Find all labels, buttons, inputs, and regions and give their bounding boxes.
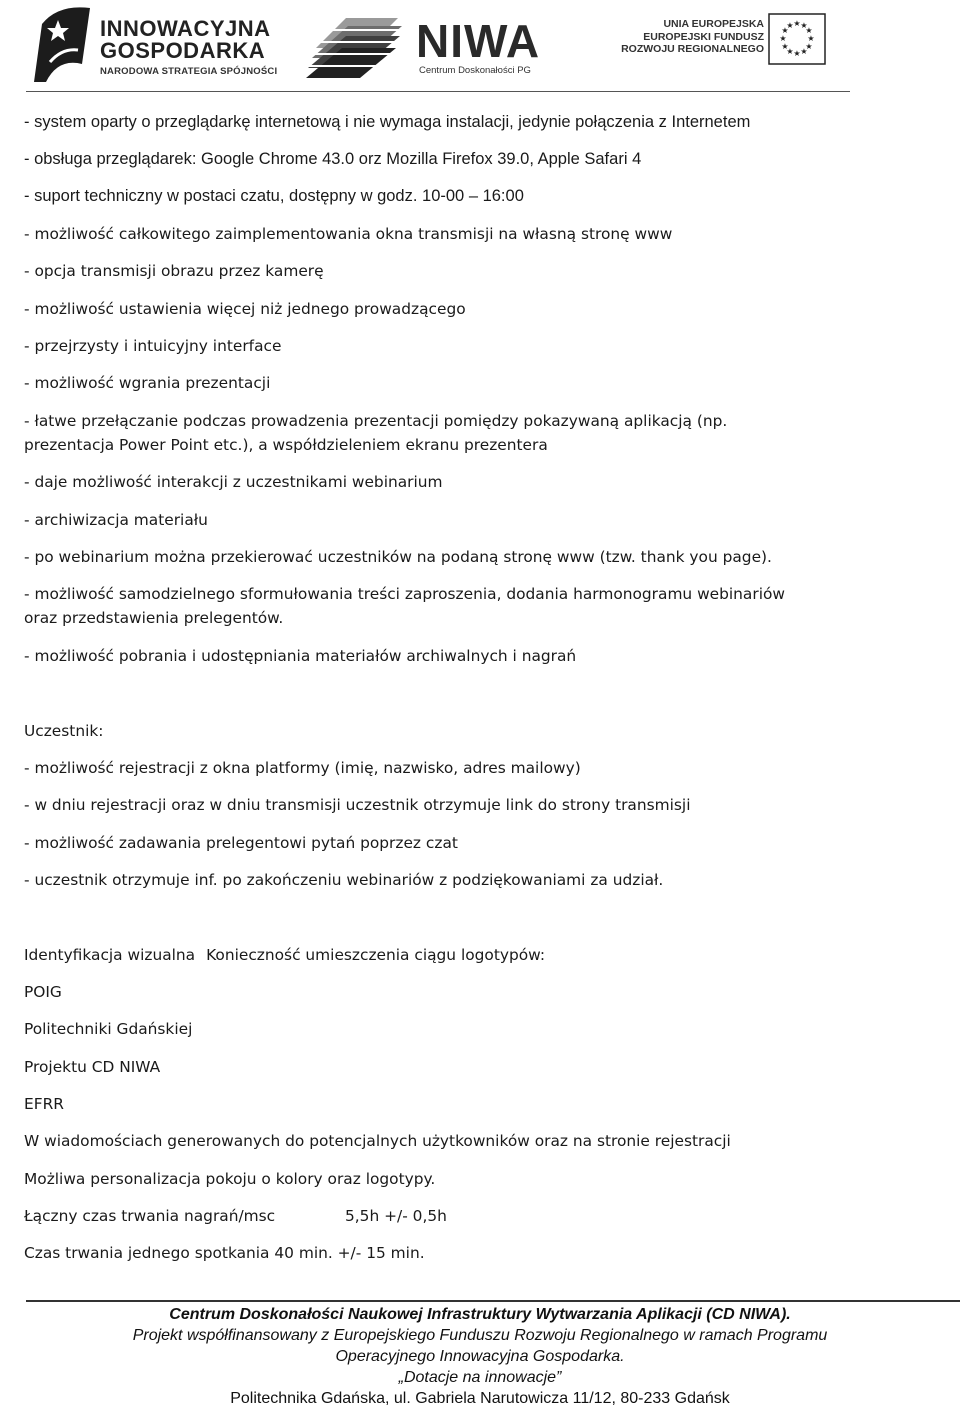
feature-line: - możliwość pobrania i udostępniania materiałów archiwalnych i nagrań: [24, 647, 577, 665]
footer-line: Centrum Doskonałości Naukowej Infrastruktury Wytwarzania Aplikacji (CD NIWA).: [169, 1306, 791, 1323]
svg-text:★: ★: [793, 19, 801, 28]
niwa-subtitle: Centrum Doskonałości PG: [419, 65, 531, 76]
innowacyjna-gospodarka-logo: [28, 4, 288, 84]
ig-title-line2: GOSPODARKA: [100, 38, 266, 63]
eu-logo: [600, 10, 830, 70]
feature-line: - możliwość ustawienia więcej niż jednego prowadzącego: [24, 300, 466, 318]
feature-line: prezentacja Power Point etc.), a współdzieleniem ekranu prezentera: [24, 436, 548, 454]
meeting-duration: Czas trwania jednego spotkania 40 min. +/- 15 min.: [24, 1244, 425, 1262]
footer-line: Operacyjnego Innowacyjna Gospodarka.: [335, 1348, 625, 1365]
svg-text:★: ★: [786, 21, 794, 30]
eu-text-line2: EUROPEJSKI FUNDUSZ: [643, 30, 764, 43]
eu-text-line1: UNIA EUROPEJSKA: [663, 18, 764, 30]
feature-line: - możliwość wgrania prezentacji: [24, 374, 271, 392]
feature-line: - system oparty o przeglądarkę internetową i nie wymaga instalacji, jedynie połączenia z Internetem: [24, 113, 751, 131]
svg-text:★: ★: [805, 42, 813, 51]
svg-text:★: ★: [800, 47, 808, 56]
svg-text:★: ★: [779, 34, 787, 43]
footer-line: Projekt współfinansowany z Europejskiego Funduszu Rozwoju Regionalnego w ramach Programu: [132, 1327, 828, 1344]
svg-text:★: ★: [786, 47, 794, 56]
svg-text:★: ★: [800, 21, 808, 30]
niwa-wordmark: NIWA: [416, 15, 541, 67]
recording-value: 5,5h +/- 0,5h: [345, 1207, 447, 1225]
svg-text:★: ★: [781, 26, 789, 35]
participant-item: - uczestnik otrzymuje inf. po zakończeniu webinariów z podziękowaniami za udział.: [24, 871, 664, 889]
logo-item: POIG: [24, 983, 62, 1001]
participant-item: - w dniu rejestracji oraz w dniu transmisji uczestnik otrzymuje link do strony transmisji: [24, 796, 691, 814]
svg-text:★: ★: [793, 49, 801, 58]
svg-text:★: ★: [807, 34, 815, 43]
feature-line: - daje możliwość interakcji z uczestnikami webinarium: [24, 473, 443, 491]
identity-note: W wiadomościach generowanych do potencjalnych użytkowników oraz na stronie rejestracji: [24, 1132, 731, 1150]
feature-line: - przejrzysty i intuicyjny interface: [24, 337, 282, 355]
footer-line: „Dotacje na innowacje”: [398, 1369, 562, 1386]
participant-heading: Uczestnik:: [24, 722, 104, 740]
feature-line: - suport techniczny w postaci czatu, dostępny w godz. 10-00 – 16:00: [24, 187, 524, 205]
visual-identity-label: Identyfikacja wizualna: [24, 946, 196, 964]
niwa-stripes-icon: [306, 8, 406, 84]
feature-line: - łatwe przełączanie podczas prowadzenia prezentacji pomiędzy pokazywaną aplikacją (np.: [24, 412, 728, 430]
page-footer: [0, 1304, 960, 1409]
feature-line: - opcja transmisji obrazu przez kamerę: [24, 262, 324, 280]
feature-line: - obsługa przeglądarek: Google Chrome 43.0 orz Mozilla Firefox 39.0, Apple Safari 4: [24, 150, 642, 168]
eu-flag-icon: [768, 10, 826, 68]
participant-item: - możliwość zadawania prelegentowi pytań poprzez czat: [24, 834, 458, 852]
recording-row: [24, 1205, 447, 1228]
niwa-logo: [306, 8, 556, 88]
recording-label: Łączny czas trwania nagrań/msc: [24, 1207, 276, 1225]
feature-line: oraz przedstawienia prelegentów.: [24, 609, 284, 627]
footer-divider: [26, 1300, 960, 1302]
eu-text-line3: ROZWOJU REGIONALNEGO: [621, 43, 764, 55]
visual-identity-text: Konieczność umieszczenia ciągu logotypów:: [206, 946, 546, 964]
feature-line: - możliwość całkowitego zaimplementowania okna transmisji na własną stronę www: [24, 225, 673, 243]
participant-item: - możliwość rejestracji z okna platformy (imię, nazwisko, adres mailowy): [24, 759, 581, 777]
footer-line: Politechnika Gdańska, ul. Gabriela Narutowicza 11/12, 80-233 Gdańsk: [230, 1390, 730, 1407]
ig-subtitle: NARODOWA STRATEGIA SPÓJNOŚCI: [100, 66, 278, 77]
svg-text:★: ★: [781, 42, 789, 51]
ig-title: [100, 18, 271, 62]
feature-line: - archiwizacja materiału: [24, 511, 208, 529]
header-divider: [26, 91, 850, 92]
page-header: [0, 0, 960, 95]
visual-identity-row: [24, 944, 545, 967]
svg-text:★: ★: [805, 26, 813, 35]
ig-flag-icon: [28, 4, 96, 84]
logo-item: Politechniki Gdańskiej: [24, 1020, 193, 1038]
eu-text: [608, 18, 764, 56]
ig-title-line1: INNOWACYJNA: [100, 16, 271, 41]
logo-item: EFRR: [24, 1095, 64, 1113]
identity-note: Możliwa personalizacja pokoju o kolory oraz logotypy.: [24, 1170, 436, 1188]
feature-line: - po webinarium można przekierować uczestników na podaną stronę www (tzw. thank you page).: [24, 548, 772, 566]
logo-item: Projektu CD NIWA: [24, 1058, 161, 1076]
feature-line: - możliwość samodzielnego sformułowania treści zaproszenia, dodania harmonogramu webinariów: [24, 585, 785, 603]
